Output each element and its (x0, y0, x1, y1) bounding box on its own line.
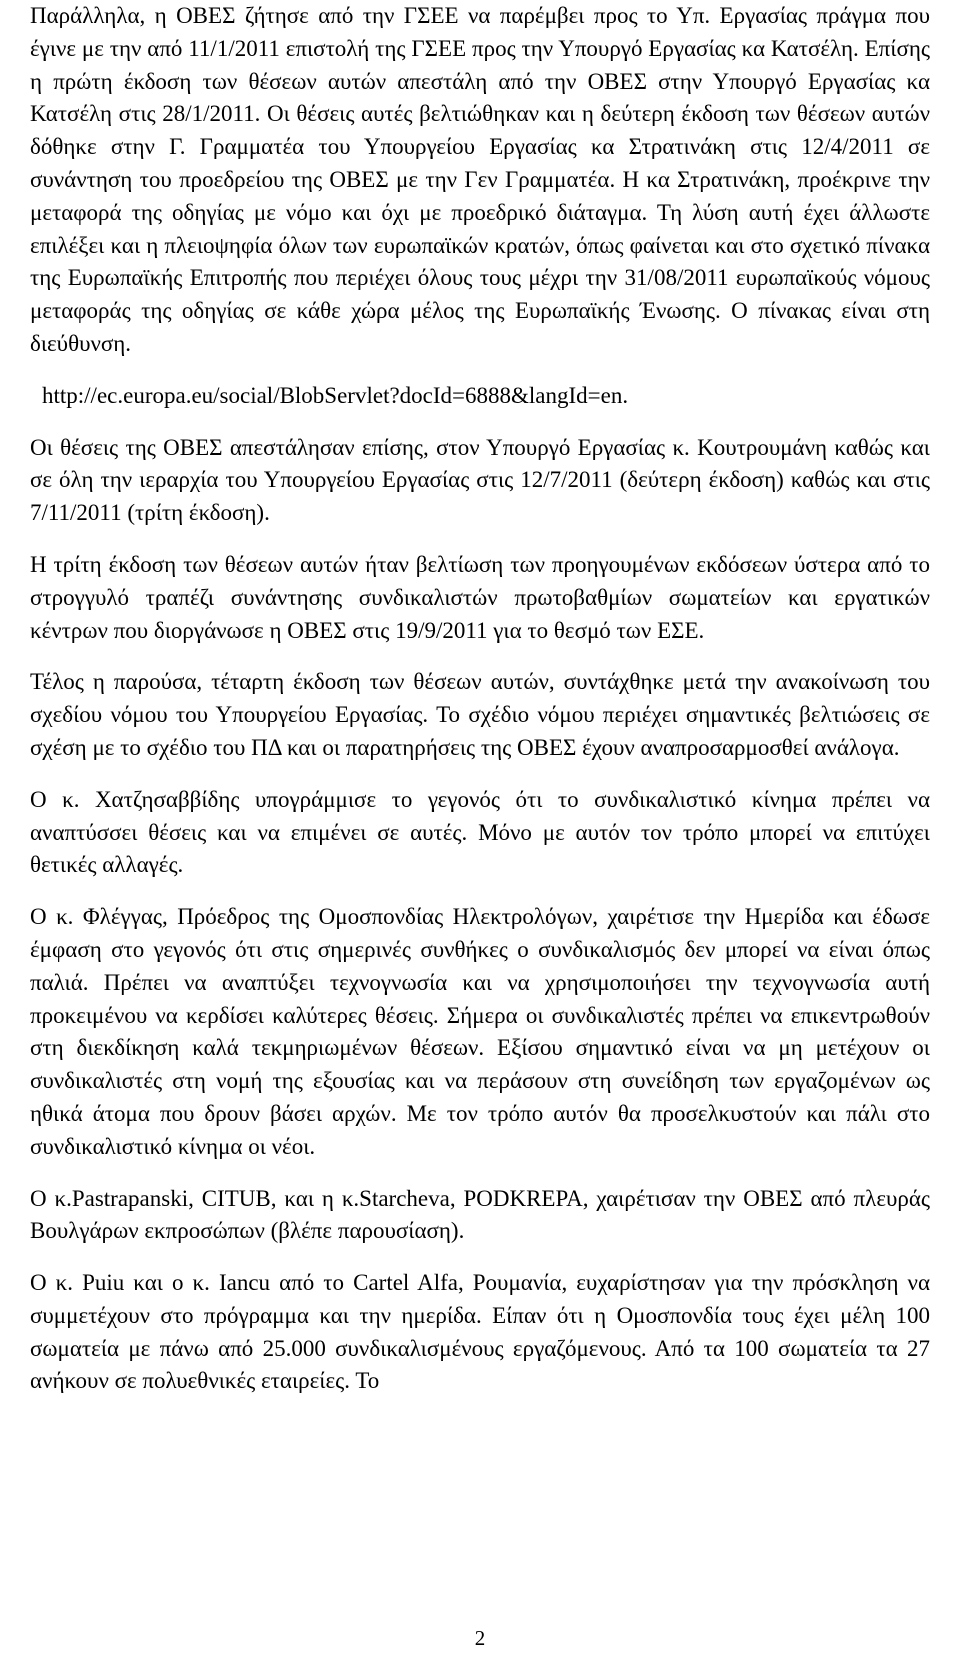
document-page (30, 0, 930, 1678)
paragraph-cartel-alfa: Ο κ. Puiu και ο κ. Iancu από το Cartel Alfa, Ρουμανία, ευχαρίστησαν για την πρόσκληση να συμμετέχουν στο πρόγραμμα και την ημερίδα. Είπαν ότι η Ομοσπονδία τους έχει μέλη 100 σωματεία με πάνω από 25.000 συνδικαλισμένους εργαζόμενους. Από τα 100 σωματεία τα 27 ανήκουν σε πολυεθνικές εταιρείες. Το (30, 1270, 930, 1394)
paragraph-bulgarian-representatives: Ο κ.Pastrapanski, CITUB, και η κ.Starcheva, PODKREPA, χαιρέτισαν την ΟΒΕΣ από πλευράς Βουλγάρων εκπροσώπων (βλέπε παρουσίαση). (30, 1185, 930, 1244)
paragraph-koutroumanis-positions: Οι θέσεις της ΟΒΕΣ απεστάλησαν επίσης, στον Υπουργό Εργασίας κ. Κουτρουμάνη καθώς και σε όλη την ιεραρχία του Υπουργείου Εργασίας στις 12/7/2011 (δεύτερη έκδοση) καθώς και στις 7/11/2011 (τρίτη έκδοση). (30, 434, 930, 526)
url-link[interactable]: http://ec.europa.eu/social/BlobServlet?docId=6888&langId=en. (42, 382, 629, 408)
paragraph-fourth-edition: Τέλος η παρούσα, τέταρτη έκδοση των θέσεων αυτών, συντάχθηκε μετά την ανακοίνωση του σχεδίου νόμου του Υπουργείου Εργασίας. Το σχέδιο νόμου περιέχει σημαντικές βελτιώσεις σε σχέση με το σχέδιο του ΠΔ και οι παρατηρήσεις της ΟΒΕΣ έχουν αναπροσαρμοσθεί ανάλογα. (30, 669, 930, 760)
paragraph-third-edition: Η τρίτη έκδοση των θέσεων αυτών ήταν βελτίωση των προηγουμένων εκδόσεων ύστερα από το στρογγυλό τραπέζι συνάντησης συνδικαλιστών πρωτοβαθμίων σωματείων και εργατικών κέντρων που διοργάνωσε η ΟΒΕΣ στις 19/9/2011 για το θεσμό των ΕΣΕ. (30, 551, 930, 643)
page-number: 2 (474, 1626, 486, 1650)
paragraph-chatzisavvidis: Ο κ. Χατζησαββίδης υπογράμμισε το γεγονός ότι το συνδικαλιστικό κίνημα πρέπει να αναπτύσσει θέσεις και να επιμένει σε αυτές. Μόνο με αυτόν τον τρόπο μπορεί να επιτύχει θετικές αλλαγές. (30, 786, 930, 878)
paragraph-flengas: Ο κ. Φλέγγας, Πρόεδρος της Ομοσπονδίας Ηλεκτρολόγων, χαιρέτισε την Ημερίδα και έδωσε έμφαση στο γεγονός ότι στις σημερινές συνθήκες ο συνδικαλισμός δεν μπορεί να είναι όπως παλιά. Πρέπει να αναπτύξει τεχνογνωσία και να χρησιμοποιήσει την τεχνογνωσία αυτή προκειμένου να κερδίσει καλύτερες θέσεις. Σήμερα οι συνδικαλιστές πρέπει να επικεντρωθούν στη διεκδίκηση καλά τεκμηριωμένων θέσεων. Εξίσου σημαντικό είναι να μη μετέχουν οι συνδικαλιστές στη νομή της εξουσίας και να περάσουν στη συνείδηση των εργαζομένων ως ηθικά άτομα που δρουν βάσει αρχών. Με τον τρόπο αυτόν θα προσελκυστούν και πάλι στο συνδικαλιστικό κίνημα οι νέοι. (30, 904, 930, 1159)
paragraph-oves-gsee-request: Παράλληλα, η ΟΒΕΣ ζήτησε από την ΓΣΕΕ να παρέμβει προς το Υπ. Εργασίας πράγμα που έγινε με την από 11/1/2011 επιστολή της ΓΣΕΕ προς την Υπουργό Εργασίας κα Κατσέλη. Επίσης η πρώτη έκδοση των θέσεων αυτών απεστάλη από την ΟΒΕΣ στην Υπουργό Εργασίας κα Κατσέλη στις 28/1/2011. Οι θέσεις αυτές βελτιώθηκαν και η δεύτερη έκδοση των θέσεων αυτών δόθηκε στην Γ. Γραμματέα του Υπουργείου Εργασίας κα Στρατινάκη στις 12/4/2011 σε συνάντηση του προεδρείου της ΟΒΕΣ με την Γεν Γραμματέα. Η κα Στρατινάκη, προέκρινε την μεταφορά της οδηγίας με νόμο και όχι με προεδρικό διάταγμα. Τη λύση αυτή έχει άλλωστε επιλέξει και η πλειοψηφία όλων των ευρωπαϊκών κρατών, όπως φαίνεται και στο σχετικό πίνακα της Ευρωπαϊκής Επιτροπής που περιέχει όλους τους μέχρι την 31/08/2011 ευρωπαϊκούς νόμους μεταφοράς της οδηγίας σε κάθε χώρα μέλος της Ευρωπαϊκής Ένωσης. Ο πίνακας είναι στη διεύθυνση. (30, 3, 930, 356)
